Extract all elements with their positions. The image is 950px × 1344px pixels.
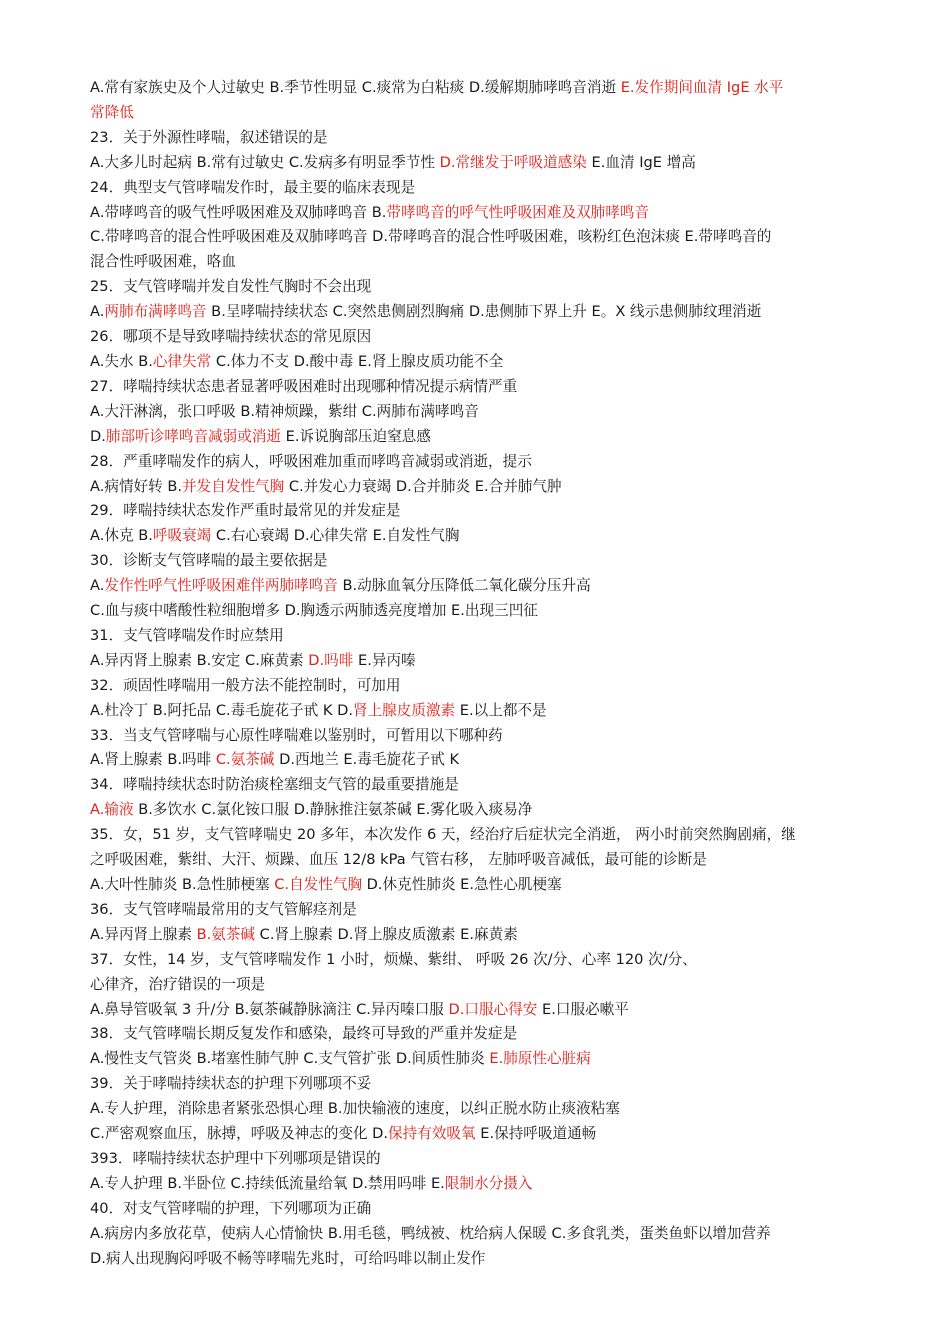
text-line [90,674,890,699]
text-segment: B.呈哮喘持续状态 C.突然患侧剧烈胸痛 D.患侧肺下界上升 E。X 线示患侧肺纹理消逝 [206,303,762,321]
answer-highlight: 常降低 [90,103,134,121]
text-line [90,724,890,749]
text-segment: 32．顽固性哮喘用一般方法不能控制时，可加用 [90,676,401,694]
answer-highlight: D.常继发于呼吸道感染 [439,153,587,171]
text-segment: E.血清 IgE 增高 [586,153,696,171]
text-segment: 29．哮喘持续状态发作严重时最常见的并发症是 [90,502,401,520]
answer-highlight: B.氨茶碱 [196,925,256,943]
text-segment: A. [90,303,105,321]
text-segment: 27．哮喘持续状态患者显著呼吸困难时出现哪种情况提示病情严重 [90,377,518,395]
text-segment: 混合性呼吸困难，咯血 [90,253,236,271]
text-segment: A.带哮鸣音的吸气性呼吸困难及双肺哮鸣音 B. [90,203,387,221]
text-line [90,599,890,624]
text-line [90,1122,890,1147]
text-segment: A. [90,577,105,595]
text-line [90,699,890,724]
text-line [90,350,890,375]
text-segment: D. [90,427,106,445]
text-line [90,1172,890,1197]
text-line [90,1147,890,1172]
text-line [90,499,890,524]
text-segment: A.专人护理，消除患者紧张恐惧心理 B.加快输液的速度，以纠正脱水防止痰液粘塞 [90,1100,620,1118]
text-line [90,400,890,425]
answer-highlight: 肾上腺皮质激素 [352,701,456,719]
document-page [90,76,890,1272]
answer-highlight: 限制水分摄入 [444,1174,533,1192]
answer-highlight: A.输液 [90,801,134,819]
text-segment: 36．支气管哮喘最常用的支气管解痉剂是 [90,900,357,918]
text-line [90,823,890,848]
text-segment: D.休克性肺炎 E.急性心肌梗塞 [362,876,562,893]
text-line [90,1197,890,1222]
text-segment: A.异丙肾上腺素 [90,925,197,943]
answer-highlight: 保持有效吸氧 [388,1125,476,1143]
text-line [90,873,890,898]
text-segment: 393．哮喘持续状态护理中下列哪项是错误的 [90,1149,381,1167]
text-segment: A.失水 B. [90,352,153,370]
text-line [90,773,890,798]
answer-highlight: D.口服心得安 [448,1000,538,1018]
text-line [90,898,890,923]
text-line [90,475,890,500]
text-segment: A.病情好转 B. [90,477,183,495]
text-line [90,524,890,549]
text-segment: A.休克 B. [90,527,153,545]
text-segment: E.异丙嗪 [353,651,416,669]
text-segment: E.保持呼吸道通畅 [475,1125,597,1143]
text-segment: 40．对支气管哮喘的护理，下列哪项为正确 [90,1199,372,1217]
text-segment: 34．哮喘持续状态时防治痰栓塞细支气管的最重要措施是 [90,776,459,794]
text-segment: A.杜冷丁 B.阿托品 C.毒毛旋花子甙 K D. [90,701,353,719]
text-line [90,948,890,973]
text-segment: 39．关于哮喘持续状态的护理下列哪项不妥 [90,1075,372,1093]
text-segment: D.西地兰 E.毒毛旋花子甙 K [274,751,460,769]
text-line [90,1222,890,1247]
text-line [90,748,890,773]
text-segment: 心律齐，治疗错误的一项是 [90,975,266,993]
text-line [90,1097,890,1122]
text-segment: 26．哪项不是导致哮喘持续状态的常见原因 [90,328,372,346]
text-segment: C.体力不支 D.酸中毒 E.肾上腺皮质功能不全 [211,352,504,370]
text-segment: A.大叶性肺炎 B.急性肺梗塞 [90,876,275,893]
answer-highlight: 呼吸衰竭 [152,527,212,545]
text-segment: C.并发心力衰竭 D.合并肺炎 E.合并肺气肿 [284,477,562,495]
text-segment: E.以上都不是 [455,701,547,719]
text-segment: C.肾上腺素 D.肾上腺皮质激素 E.麻黄素 [255,925,518,943]
text-line [90,225,890,250]
text-segment: 28．严重哮喘发作的病人，呼吸困难加重而哮鸣音减弱或消逝，提示 [90,452,532,470]
answer-highlight: 两肺布满哮鸣音 [104,303,207,321]
text-line [90,375,890,400]
text-segment: A.肾上腺素 B.吗啡 [90,751,216,769]
text-segment: 25．支气管哮喘并发自发性气胸时不会出现 [90,278,372,296]
text-segment: C.严密观察血压，脉搏，呼吸及神志的变化 D. [90,1125,389,1143]
text-segment: 23．关于外源性哮喘，叙述错误的是 [90,128,328,146]
answer-highlight: 心律失常 [152,352,212,370]
answer-highlight: 带哮鸣音的呼气性呼吸困难及双肺哮鸣音 [386,203,650,221]
text-segment: B.多饮水 C.氯化铵口服 D.静脉推注氨茶碱 E.雾化吸入痰易净 [133,801,533,819]
text-line [90,624,890,649]
text-line [90,76,890,101]
answer-highlight: C.氨茶碱 [215,751,275,769]
text-line [90,151,890,176]
text-line [90,848,890,873]
text-segment: C.血与痰中嗜酸性粒细胞增多 D.胸透示两肺透亮度增加 E.出现三凹征 [90,602,538,620]
text-segment: 37．女性，14 岁，支气管哮喘发作 1 小时，烦燥、紫绀、 呼吸 26 次/分、心率 120 次/分、 [90,950,697,968]
text-line [90,1022,890,1047]
text-line [90,973,890,998]
text-segment: D.病人出现胸闷呼吸不畅等哮喘先兆时，可给吗啡以制止发作 [90,1249,486,1267]
text-line [90,275,890,300]
text-line [90,101,890,126]
text-segment: 24．典型支气管哮喘发作时，最主要的临床表现是 [90,178,416,196]
text-segment: A.慢性支气管炎 B.堵塞性肺气肿 C.支气管扩张 D.间质性肺炎 [90,1050,490,1068]
text-segment: A.病房内多放花草，使病人心情愉快 B.用毛毯，鸭绒被、枕给病人保暖 C.多食乳类，蛋类鱼虾以增加营养 [90,1224,771,1242]
text-line [90,201,890,226]
text-line [90,425,890,450]
text-line [90,798,890,823]
text-line [90,126,890,151]
text-segment: A.鼻导管吸氧 3 升/分 B.氨茶碱静脉滴注 C.异丙嗪口服 [90,1000,449,1018]
text-line [90,549,890,574]
text-segment: E.诉说胸部压迫窒息感 [281,427,431,445]
answer-highlight: D.吗啡 [308,651,354,669]
text-segment: A.专人护理 B.半卧位 C.持续低流量给氧 D.禁用吗啡 E. [90,1174,445,1192]
text-line [90,300,890,325]
text-segment: E.口服必嗽平 [537,1000,629,1018]
text-line [90,250,890,275]
text-segment: A.大汗淋漓，张口呼吸 B.精神烦躁，紫绀 C.两肺布满哮鸣音 [90,402,479,420]
text-line [90,325,890,350]
text-segment: 35．女，51 岁，支气管哮喘史 20 多年，本次发作 6 天，经治疗后症状完全消逝， 两小时前突然胸剧痛，继 [90,826,796,844]
text-segment: A.大多儿时起病 B.常有过敏史 C.发病多有明显季节性 [90,153,440,171]
text-segment: C.右心衰竭 D.心律失常 E.自发性气胸 [211,527,460,545]
answer-highlight: 肺部听诊哮鸣音减弱或消逝 [105,427,282,445]
answer-highlight: E.发作期间血清 IgE 水平 [620,79,784,96]
text-line [90,1247,890,1272]
text-line [90,450,890,475]
text-line [90,998,890,1023]
text-segment: 33．当支气管哮喘与心原性哮喘难以鉴别时，可暂用以下哪种药 [90,726,503,744]
text-line [90,923,890,948]
answer-highlight: 发作性呼气性呼吸困难伴两肺哮鸣音 [104,577,338,595]
text-segment: B.动脉血氧分压降低二氧化碳分压升高 [337,577,591,595]
answer-highlight: C.自发性气胸 [274,876,363,893]
answer-highlight: 并发自发性气胸 [182,477,285,495]
text-segment: A.异丙肾上腺素 B.安定 C.麻黄素 [90,651,309,669]
text-segment: 38．支气管哮喘长期反复发作和感染，最终可导致的严重并发症是 [90,1025,518,1043]
text-line [90,1072,890,1097]
text-segment: A.常有家族史及个人过敏史 B.季节性明显 C.痰常为白粘痰 D.缓解期肺哮鸣音消逝 [90,79,621,96]
text-segment: 31．支气管哮喘发作时应禁用 [90,626,284,644]
text-line [90,1047,890,1072]
answer-highlight: E.肺原性心脏病 [489,1050,591,1068]
text-segment: 之呼吸困难，紫绀、大汗、烦躁、血压 12/8 kPa 气管右移， 左肺呼吸音减低，最可能的诊断是 [90,851,707,869]
text-line [90,574,890,599]
text-line [90,176,890,201]
text-segment: C.带哮鸣音的混合性呼吸困难及双肺哮鸣音 D.带哮鸣音的混合性呼吸困难，咳粉红色泡沫痰 E.带哮鸣音的 [90,228,772,246]
text-line [90,649,890,674]
text-segment: 30．诊断支气管哮喘的最主要依据是 [90,552,328,570]
